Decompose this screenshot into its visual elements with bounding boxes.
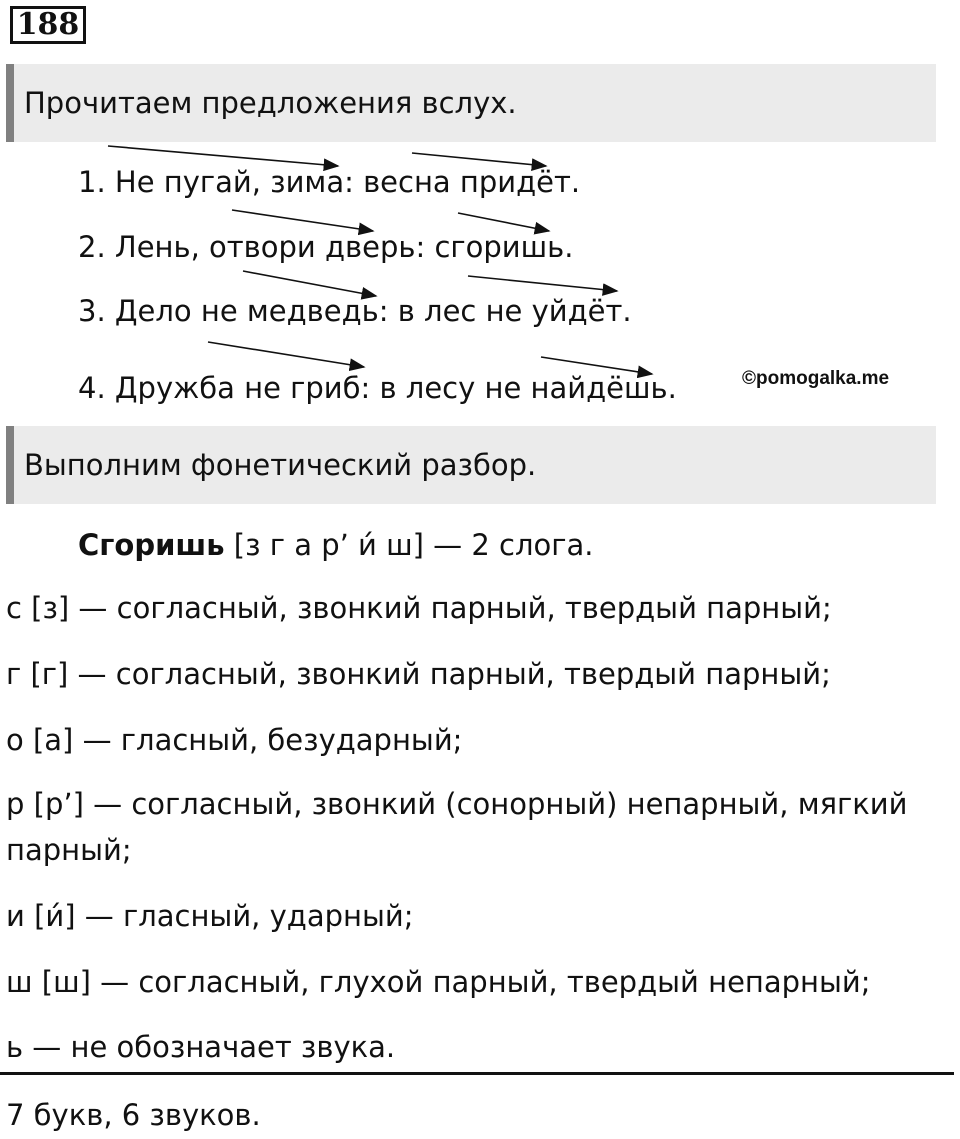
letter-line-s: с [з] — согласный, звонкий парный, твердый парный; bbox=[6, 591, 832, 625]
letter-line-i: и [и́] — гласный, ударный; bbox=[6, 899, 414, 933]
summary: 7 букв, 6 звуков. bbox=[6, 1098, 261, 1132]
sentence-3: 3. Дело не медведь: в лес не уйдёт. bbox=[78, 294, 632, 328]
word-transcription bbox=[78, 527, 594, 563]
transcription: [з г а р’ и́ ш] — 2 слога. bbox=[224, 528, 594, 562]
divider bbox=[0, 1072, 954, 1075]
analyzed-word: Сгоришь bbox=[78, 528, 225, 562]
analysis-banner: Выполним фонетический разбор. bbox=[6, 426, 936, 504]
sentence-4: 4. Дружба не гриб: в лесу не найдёшь. bbox=[78, 371, 677, 405]
task-number: 188 bbox=[10, 6, 86, 44]
sentence-1: 1. Не пугай, зима: весна придёт. bbox=[78, 165, 581, 199]
letter-line-soft-sign: ь — не обозначает звука. bbox=[6, 1030, 396, 1064]
letter-line-r: р [р’] — согласный, звонкий (сонорный) непарный, мягкий bbox=[6, 787, 908, 821]
arrow-s4-a bbox=[208, 342, 364, 367]
arrow-s2-a bbox=[232, 210, 373, 231]
letter-line-o: о [а] — гласный, безударный; bbox=[6, 723, 463, 757]
read-aloud-banner: Прочитаем предложения вслух. bbox=[6, 64, 936, 142]
sentence-2: 2. Лень, отвори дверь: сгоришь. bbox=[78, 230, 574, 264]
arrow-s1-a bbox=[108, 146, 338, 166]
watermark: ©pomogalka.me bbox=[742, 368, 890, 389]
arrow-s3-b bbox=[468, 276, 617, 291]
letter-line-r-cont: парный; bbox=[6, 833, 132, 867]
letter-line-sh: ш [ш] — согласный, глухой парный, твердый непарный; bbox=[6, 965, 871, 999]
letter-line-g: г [г] — согласный, звонкий парный, твердый парный; bbox=[6, 657, 831, 691]
